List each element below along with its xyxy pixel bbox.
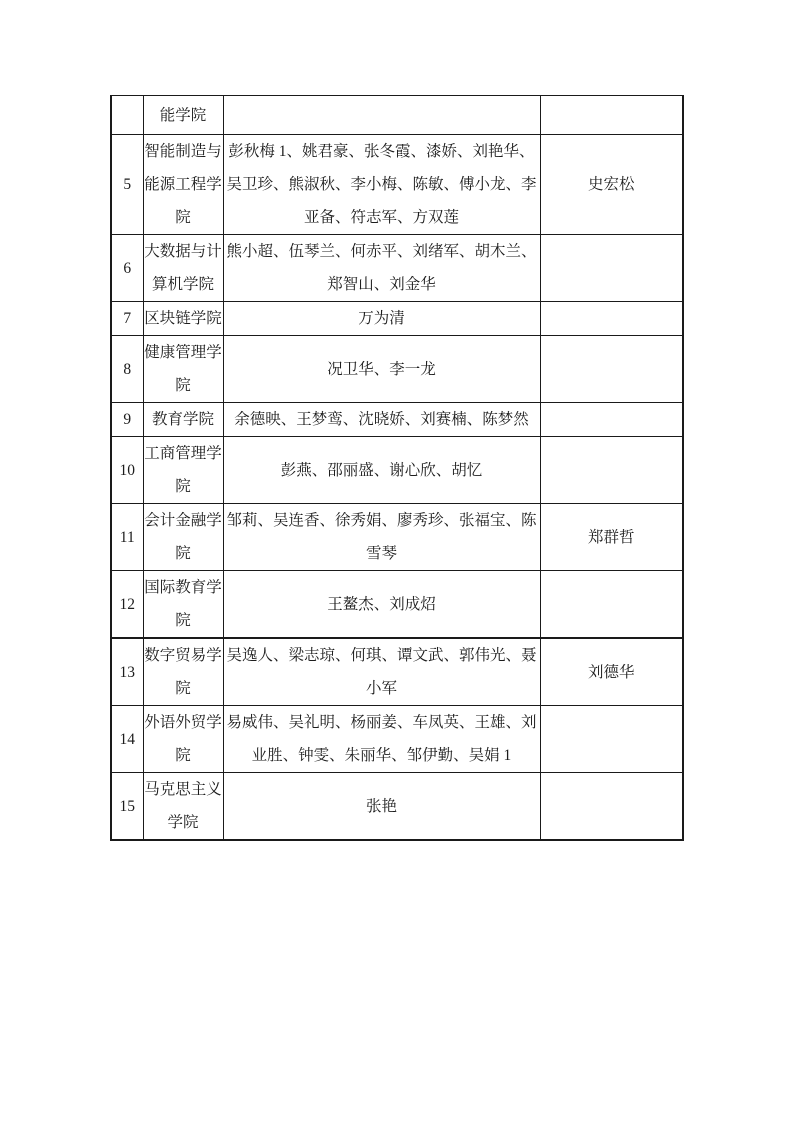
table-row [111,96,683,135]
table-body [111,96,683,841]
table-row [111,773,683,841]
college-cell: 工商管理学院 [143,437,223,504]
college-cell: 教育学院 [143,403,223,437]
table-row [111,235,683,302]
table-row [111,504,683,571]
college-cell: 外语外贸学院 [143,706,223,773]
table-row [111,437,683,504]
leader-cell [540,336,683,403]
row-number-cell: 9 [111,403,143,437]
leader-cell [540,96,683,135]
members-cell: 易威伟、吴礼明、杨丽姜、车凤英、王雄、刘业胜、钟雯、朱丽华、邹伊勤、吴娟 1 [223,706,540,773]
college-members-table [110,95,684,841]
members-cell: 彭燕、邵丽盛、谢心欣、胡忆 [223,437,540,504]
row-number-cell: 14 [111,706,143,773]
leader-cell: 郑群哲 [540,504,683,571]
row-number-cell: 11 [111,504,143,571]
members-cell: 万为清 [223,302,540,336]
table-row [111,638,683,706]
leader-cell [540,302,683,336]
members-cell: 王鳌杰、刘成炤 [223,571,540,639]
members-cell: 况卫华、李一龙 [223,336,540,403]
college-cell: 智能制造与能源工程学院 [143,135,223,235]
college-cell: 会计金融学院 [143,504,223,571]
college-cell: 健康管理学院 [143,336,223,403]
table-row [111,336,683,403]
table-row [111,302,683,336]
college-cell: 大数据与计算机学院 [143,235,223,302]
table-row [111,403,683,437]
leader-cell: 刘德华 [540,638,683,706]
row-number-cell: 13 [111,638,143,706]
leader-cell [540,773,683,841]
row-number-cell [111,96,143,135]
row-number-cell: 5 [111,135,143,235]
college-cell: 马克思主义学院 [143,773,223,841]
table-row [111,706,683,773]
members-cell: 彭秋梅 1、姚君豪、张冬霞、漆娇、刘艳华、吴卫珍、熊淑秋、李小梅、陈敏、傅小龙、李亚备、符志军、方双莲 [223,135,540,235]
leader-cell [540,235,683,302]
college-cell: 数字贸易学院 [143,638,223,706]
leader-cell [540,403,683,437]
row-number-cell: 6 [111,235,143,302]
row-number-cell: 15 [111,773,143,841]
row-number-cell: 10 [111,437,143,504]
members-cell: 余德映、王梦鸾、沈晓娇、刘赛楠、陈梦然 [223,403,540,437]
members-cell: 吴逸人、梁志琼、何琪、谭文武、郭伟光、聂小军 [223,638,540,706]
leader-cell [540,437,683,504]
row-number-cell: 8 [111,336,143,403]
row-number-cell: 12 [111,571,143,639]
college-cell: 区块链学院 [143,302,223,336]
members-cell [223,96,540,135]
table-row [111,135,683,235]
row-number-cell: 7 [111,302,143,336]
college-cell: 国际教育学院 [143,571,223,639]
leader-cell: 史宏松 [540,135,683,235]
college-cell: 能学院 [143,96,223,135]
members-cell: 熊小超、伍琴兰、何赤平、刘绪军、胡木兰、郑智山、刘金华 [223,235,540,302]
leader-cell [540,706,683,773]
members-cell: 张艳 [223,773,540,841]
members-cell: 邹莉、吴连香、徐秀娟、廖秀珍、张福宝、陈雪琴 [223,504,540,571]
leader-cell [540,571,683,639]
table-row [111,571,683,639]
